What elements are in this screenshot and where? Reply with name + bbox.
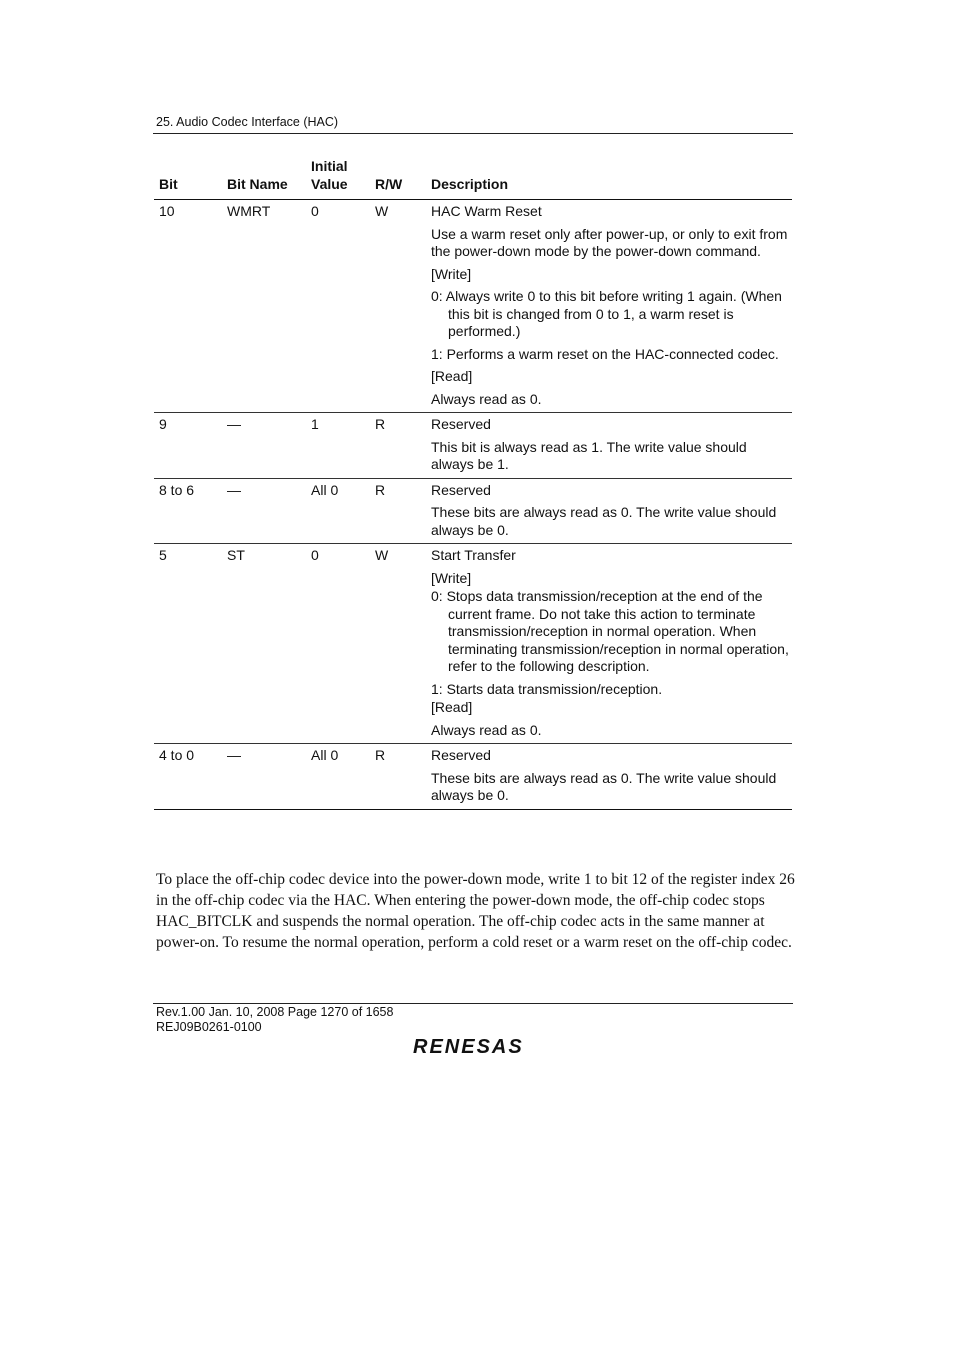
description-text: These bits are always read as 0. The write value should always be 0.: [431, 504, 777, 538]
description-text: Always read as 0.: [431, 390, 542, 407]
cell-initial-value: All 0: [306, 744, 370, 810]
body-paragraph: To place the off-chip codec device into the power-down mode, write 1 to bit 12 of the register index 26 in the off-chip codec via the HAC. When entering the power-down mode, the off-chip codec stops HAC_BITCLK and suspends the normal operation. The off-chip codec acts in the same manner at power-on. To resume the normal operation, perform a cold reset or a warm reset on the off-chip codec.: [156, 871, 795, 951]
description-subheading: [Write]: [431, 265, 472, 282]
description-item: 1: Starts data transmission/reception.: [431, 680, 663, 697]
cell-bit-name: —: [222, 478, 306, 544]
cell-bit: 10: [154, 200, 222, 413]
value-label: Value: [311, 175, 348, 192]
cell-description: [426, 200, 792, 413]
cell-bit-name: —: [222, 744, 306, 810]
document-number: REJ09B0261-0100: [156, 1020, 262, 1034]
cell-bit: 8 to 6: [154, 478, 222, 544]
table-row: [154, 544, 792, 744]
description-title: HAC Warm Reset: [431, 203, 542, 219]
table-row: [154, 478, 792, 544]
cell-rw: R: [370, 744, 426, 810]
description-text: These bits are always read as 0. The write value should always be 0.: [431, 769, 777, 803]
table-row: [154, 200, 792, 413]
table-row: [154, 744, 792, 810]
register-bit-table: [154, 158, 792, 810]
cell-description: [426, 544, 792, 744]
cell-bit: 5: [154, 544, 222, 744]
description-subheading: [Read]: [431, 368, 473, 384]
cell-rw: W: [370, 200, 426, 413]
cell-rw: R: [370, 413, 426, 479]
description-title: Reserved: [431, 416, 491, 432]
cell-description: [426, 478, 792, 544]
cell-initial-value: 0: [306, 544, 370, 744]
description-text: This bit is always read as 1. The write value should always be 1.: [431, 438, 747, 472]
column-header-initial-value: [306, 158, 370, 200]
description-text: Always read as 0.: [431, 721, 542, 738]
logo-wordmark: RENESAS: [413, 1036, 524, 1058]
description-text: Use a warm reset only after power-up, or only to exit from the power-down mode by the power-down command.: [431, 225, 788, 259]
description-item: 1: Performs a warm reset on the HAC-connected codec.: [431, 345, 779, 362]
header-divider: [153, 133, 793, 134]
description-title: Reserved: [431, 481, 491, 498]
cell-description: [426, 413, 792, 479]
description-subheading: [Read]: [431, 699, 473, 715]
cell-rw: R: [370, 478, 426, 544]
cell-bit: 4 to 0: [154, 744, 222, 810]
renesas-logo: [413, 1034, 535, 1058]
cell-bit-name: ST: [222, 544, 306, 744]
cell-rw: W: [370, 544, 426, 744]
cell-initial-value: All 0: [306, 478, 370, 544]
footer-divider: [153, 1003, 793, 1004]
cell-initial-value: 0: [306, 200, 370, 413]
footer-info: [156, 1005, 393, 1035]
revision-line: Rev.1.00 Jan. 10, 2008 Page 1270 of 1658: [156, 1005, 394, 1019]
cell-description: [426, 744, 792, 810]
column-header-rw: R/W: [370, 158, 426, 200]
cell-bit-name: —: [222, 413, 306, 479]
column-header-bit-name: Bit Name: [222, 158, 306, 200]
description-title: Start Transfer: [431, 547, 516, 563]
cell-initial-value: 1: [306, 413, 370, 479]
section-header: 25. Audio Codec Interface (HAC): [156, 115, 339, 129]
table-row: [154, 413, 792, 479]
description-item: 0: Stops data transmission/reception at the end of the current frame. Do not take this action to terminate transmission/reception in normal operation. When terminating transmission/reception in normal operation, refer to the following description.: [431, 588, 789, 674]
table-header-row: [154, 158, 792, 200]
cell-bit: 9: [154, 413, 222, 479]
initial-label: Initial: [311, 158, 348, 174]
cell-bit-name: WMRT: [222, 200, 306, 413]
description-subheading: [Write]: [431, 569, 472, 586]
description-item: 0: Always write 0 to this bit before writing 1 again. (When this bit is changed from 0 to 1, a warm reset is performed.): [431, 288, 782, 339]
column-header-bit: Bit: [154, 158, 222, 200]
description-title: Reserved: [431, 747, 491, 763]
column-header-description: Description: [426, 158, 792, 200]
